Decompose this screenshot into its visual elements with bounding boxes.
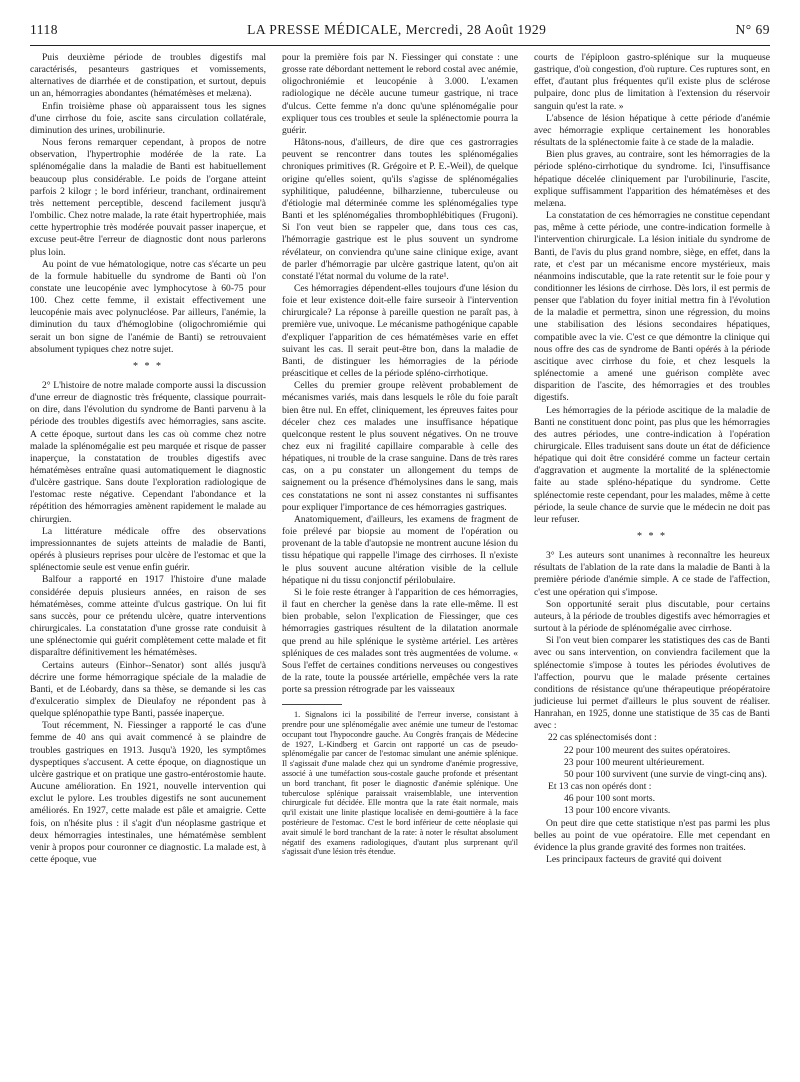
issue-number: N° 69 <box>735 22 770 37</box>
paragraph: Celles du premier groupe relèvent probablement de mécanismes variés, mais dans lesquels le rôle du foie paraît bien être nul. En effet, cliniquement, les épreuves faites pour déceler chez ces malades une insuffisance hépatique quelconque restent le plus souvent négatives. On ne trouve chez eux ni fragilité capillaire comparable à celle des hépatiques, ni trouble de la crase sanguine. Dans de très rares cas, on a pu constater un allongement du temps de saignement ou la présence d'hémolysines dans le sang, mais ces constatations ne sont ni assez constantes ni suffisantes pour expliquer l'importance de ces hémorragies gastriques. <box>282 380 518 513</box>
statistic-line: 23 pour 100 meurent ultérieurement. <box>564 756 705 768</box>
statistic-line: 13 pour 100 encore vivants. <box>564 805 671 817</box>
paragraph: Nous ferons remarquer cependant, à propos de notre observation, l'hypertrophie modérée de la rate. La splénomégalie dans la maladie de Banti est habituellement beaucoup plus considérable. Le poids de l'organe atteint parfois 2 kilogr ; le bord inférieur, tranchant, ordinairement très nettement perceptible, descend facilement jusqu'à l'ombilic. Chez notre malade, la rate était hypertrophiée, mais cette hypertrophie très modérée pouvait passer inaperçue, et excuse peut-être l'erreur de diagnostic dont nous parlerons plus loin. <box>30 137 266 258</box>
footnote-rule <box>282 704 342 705</box>
paragraph: Au point de vue hématologique, notre cas s'écarte un peu de la formule habituelle du syndrome de Banti où l'on constate une leucopénie avec lymphocytose à 60-75 pour 100. Chez cette femme, il existait effectivement une leucopénie mais avec polynucléose. Par ailleurs, l'anémie, la diminution du taux d'hémoglobine (oligochromiémie qui serait un bon signe de l'anémie de Banti) se retrouvaient absolument typiques chez notre sujet. <box>30 258 266 355</box>
column-2 <box>282 52 518 866</box>
paragraph: Ces hémorragies dépendent-elles toujours d'une lésion du foie et leur existence doit-elle faire surseoir à l'intervention chirurgicale? La réponse à pareille question ne paraît pas, à première vue, univoque. Le mécanisme pathogénique capable d'expliquer l'apparition de ces hématémèses varie en effet suivant les cas. Il serait peut-être bon, dans la maladie de Banti, de distinguer les hémorragies de la période préascitique et celles de la période spléno-cirrhotique. <box>282 282 518 380</box>
paragraph: 3° Les auteurs sont unanimes à reconnaître les heureux résultats de l'ablation de la rate dans la maladie de Banti à la première période d'anémie simple. A ce stade de l'affection, c'est une opération qui s'impose. <box>534 550 770 598</box>
paragraph: Certains auteurs (Einhor--Senator) sont allés jusqu'à décrire une forme hémorragique spéciale de la maladie de Banti, et de Léobardy, dans sa thèse, se demande si les cas d'exulceratio simplex de Dieulafoy ne répondent pas à quelque splénopathie type Banti, passée inaperçue. <box>30 659 266 720</box>
paragraph: Les hémorragies de la période ascitique de la maladie de Banti ne constituent donc point, pas plus que les hémorragies des autres périodes, une contre-indication à l'opération chirurgicale. Elles traduisent sans doute un état de déficience hépatique qui doit être considéré comme un facteur certain d'aggravation et augmente la mortalité de la splénectomie faite au stade spléno-hépatique du syndrome. Cette splénectomie reste cependant, pour les malades, même à cette période, la seule chance de survie que le médecin ne doit pas leur refuser. <box>534 404 770 525</box>
paragraph: Balfour a rapporté en 1917 l'histoire d'une malade considérée depuis plusieurs années, en raison de ses hématémèses, comme atteinte d'ulcus gastrique. On lui fit sans succès, pour ce prétendu ulcère, quatre interventions chirurgicales. La constatation d'une grosse rate conduisit à une splénectomie qui guérit complètement cette malade et fit disparaître définitivement les hématémèses. <box>30 574 266 659</box>
paragraph: L'absence de lésion hépatique à cette période d'anémie avec hémorragie explique certainement les honorables résultats de la splénectomie faite à ce stade de la maladie. <box>534 112 770 149</box>
paragraph: La littérature médicale offre des observations impressionnantes de sujets atteints de maladie de Banti, opérés à plusieurs reprises pour ulcère de l'estomac et que la splénectomie seule est venue enfin guérir. <box>30 525 266 574</box>
paragraph: Enfin troisième phase où apparaissent tous les signes d'une cirrhose du foie, ascite sans circulation collatérale, diminution des urines, urobilinurie. <box>30 100 266 136</box>
section-separator: * * * <box>133 360 163 372</box>
paragraph: Si l'on veut bien comparer les statistiques des cas de Banti avec ou sans intervention, on conviendra facilement que la splénectomie s'impose à toutes les périodes évolutives de l'affection, pourvu que le malade présente certaines conditions de résistance qu'une thérapeutique préopératoire judicieuse lui permet d'ailleurs le plus souvent de réaliser. Hanrahan, en 1925, donne une statistique de 35 cas de Banti avec : <box>534 635 770 732</box>
paragraph: On peut dire que cette statistique n'est pas parmi les plus belles au point de vue opératoire. Elle met cependant en évidence la plus grande gravité des formes non traitées. <box>534 817 770 853</box>
paragraph: Puis deuxième période de troubles digestifs mal caractérisés, pesanteurs gastriques et vomissements, alternatives de diarrhée et de constipation, et surtout, depuis un an, hémorragies abondantes (hématémèses et melæna). <box>30 52 266 100</box>
footnote: 1. Signalons ici la possibilité de l'erreur inverse, consistant à prendre pour une splénomégalie avec anémie une tumeur de l'estomac occupant tout l'hypocondre gauche. Au Congrès français de Médecine de 1927, L-Kindberg et Garcin ont rapporté un cas de pseudo-splénomégalie par cancer de l'estomac simulant une anémie splénique. Il s'agissait d'une malade chez qui un syndrome d'anémie progressive, associé à une tuméfaction sous-costale gauche profonde et présentant un bord tranchant, fit poser le diagnostic d'anémie splénique. Une tuberculose splénique paraissait vraisemblable, une intervention chirurgicale fut décidée. Elle montra que la rate était normale, mais qu'il existait une linite plastique localisée en demi-gouttière à la face postérieure de l'estomac. C'est le bord inférieur de cette néoplasie qui avait simulé le bord tranchant de la rate: à noter le résultat absolument négatif des examens radiologiques, d'autant plus surprenant qu'il s'agissait d'une lésion très étendue. <box>282 710 518 857</box>
statistic-line: Et 13 cas non opérés dont : <box>548 781 652 793</box>
paragraph: Si le foie reste étranger à l'apparition de ces hémorragies, il faut en chercher la genèse dans la rate elle-même. Il est bien probable, selon l'explication de Fiessinger, que ces hémorragies gastriques résultent de la dilatation anormale que prend au hile splénique le système artériel. Les artères spléniques de ces malades sont très augmentées de volume. « Sous l'effet de certaines conditions nerveuses ou congestives de la rate, toute la poussée artérielle, empêchée vers la rate porte sa pression rétrograde par les vaisseaux <box>282 586 518 696</box>
statistic-line: 22 cas splénectomisés dont : <box>548 732 657 744</box>
paragraph: Tout récemment, N. Fiessinger a rapporté le cas d'une femme de 40 ans qui avait commencé à se plaindre de troubles gastriques en 1913. Jusqu'à 1920, les symptômes dyspeptiques s'accusent. A cette époque, on diagnostique un ulcère gastrique et on pratique une gastro-entérostomie haute. Aucune amélioration. En 1921, nouvelle intervention qui exclut le pylore. Les troubles digestifs ne sont aucunement améliorés. En 1927, cette malade est pâle et amaigrie. Cette fois, on n'hésite plus : il s'agit d'un néoplasme gastrique et deux hémorragies intestinales, une hématémèse semblent venir à propos pour couronner ce diagnostic. La malade est, à cette époque, vue <box>30 720 266 865</box>
paragraph: Son opportunité serait plus discutable, pour certains auteurs, à la période de troubles digestifs avec hémorragies et surtout à la période de splénomégalie avec cirrhose. <box>534 598 770 635</box>
paragraph: Hâtons-nous, d'ailleurs, de dire que ces gastrorragies peuvent se rencontrer dans toutes les splénomégalies chroniques primitives (R. Grégoire et P. E.-Weil), de quelque origine qu'elles soient, qu'ils s'agisse de splénomégalies syphilitique, paludéenne, bilharzienne, tuberculeuse ou d'étiologie mal déterminée comme les splénomégalies type Banti et les splénomégalies thrombophlébitiques (Frugoni). Si l'on veut bien se rappeler que, dans tous ces cas, l'hémorragie gastrique est le plus souvent un syndrome révélateur, on conviendra qu'une saine clinique exige, avant de parler d'hémorragie par ulcère gastrique latent, qu'on ait constaté l'état normal du volume de la rate¹. <box>282 137 518 282</box>
column-3 <box>534 52 770 866</box>
paragraph: 2° L'histoire de notre malade comporte aussi la discussion d'une erreur de diagnostic très fréquente, classique pourrait-on dire, dans l'évolution du syndrome de Banti parvenu à la période des troubles digestifs avec hémorragies, sans ascite. A cette époque, surtout dans les cas où comme chez notre malade la splénomégalie est peu marquée et risque de passer inaperçue, la constatation de troubles digestifs avec hématémèses entraîne quasi automatiquement le diagnostic d'ulcère gastrique. Sans doute l'exploration radiologique de l'estomac reste négative. Cependant l'abondance et la répétition des hémorragies amènent rapidement le malade au chirurgien. <box>30 379 266 525</box>
paragraph: Les principaux facteurs de gravité qui doivent <box>546 854 722 865</box>
paragraph: Anatomiquement, d'ailleurs, les examens de fragment de foie prélevé par biopsie au moment de l'opération ou provenant de la table d'autopsie ne montrent aucune lésion du tissu hépatique qui rappelle l'image des cirrhoses. Il n'existe le plus souvent aucune altération visible de la cellule hépatique ni du tissu conjonctif périlobulaire. <box>282 513 518 586</box>
journal-page <box>30 22 770 866</box>
page-number: 1118 <box>30 22 58 37</box>
statistic-line: 22 pour 100 meurent des suites opératoires. <box>564 744 731 756</box>
statistic-line: 46 pour 100 sont morts. <box>564 793 655 805</box>
journal-title: LA PRESSE MÉDICALE, Mercredi, 28 Août 1929 <box>247 22 547 37</box>
page-header <box>30 22 770 42</box>
statistic-line: 50 pour 100 survivent (une survie de vingt-cinq ans). <box>564 768 767 780</box>
column-1 <box>30 52 266 866</box>
header-rule <box>30 45 770 46</box>
text-columns <box>30 52 770 866</box>
paragraph: courts de l'épiploon gastro-splénique sur la muqueuse gastrique, d'où congestion, d'où rupture. Ces ruptures sont, en effet, d'autant plus fréquentes qu'il existe plus de sclérose pulpaire, donc plus de limitation à l'extension du réservoir sanguin qu'est la rate. » <box>534 52 770 112</box>
paragraph: pour la première fois par N. Fiessinger qui constate : une grosse rate débordant nettement le rebord costal avec anémie, oligochroniémie et leucopénie à 3.000. L'examen radiologique ne décèle aucune tumeur gastrique, ni trace d'ulcus. Cette femme n'a donc qu'une splénomégalie pour expliquer tous ces troubles et seule la splénectomie pourra la guérir. <box>282 52 518 136</box>
paragraph: La constatation de ces hémorragies ne constitue cependant pas, même à cette période, une contre-indication formelle à l'intervention chirurgicale. La lésion initiale du syndrome de Banti, de l'avis du plus grand nombre, siège, en effet, dans la rate, et c'est par un mécanisme encore mystérieux, mais néanmoins indiscutable, que la rate retentit sur le foie pour y conditionner les lésions de cirrhose. Dès lors, il est permis de penser que l'ablation du foyer initial mettra fin à l'évolution de la maladie et permettra, sinon une régression, du moins une stabilisation des lésions secondaires hépatiques, compatible avec la vie. C'est ce que démontre la clinique qui nous offre des cas de syndrome de Banti opérés à la période ascitique avec cirrhose du foie, et chez lesquels la splénectomie a amené une guérison complète avec disparition de l'ascite, des hémorragies et des troubles digestifs. <box>534 210 770 404</box>
section-separator: * * * <box>637 531 667 543</box>
paragraph: Bien plus graves, au contraire, sont les hémorragies de la période spléno-cirrhotique du syndrome. Ici, l'insuffisance hépatique décelée cliniquement par l'urobilinurie, l'ascite, explique suffisamment l'apparition des hématémèses et des melæna. <box>534 149 770 209</box>
